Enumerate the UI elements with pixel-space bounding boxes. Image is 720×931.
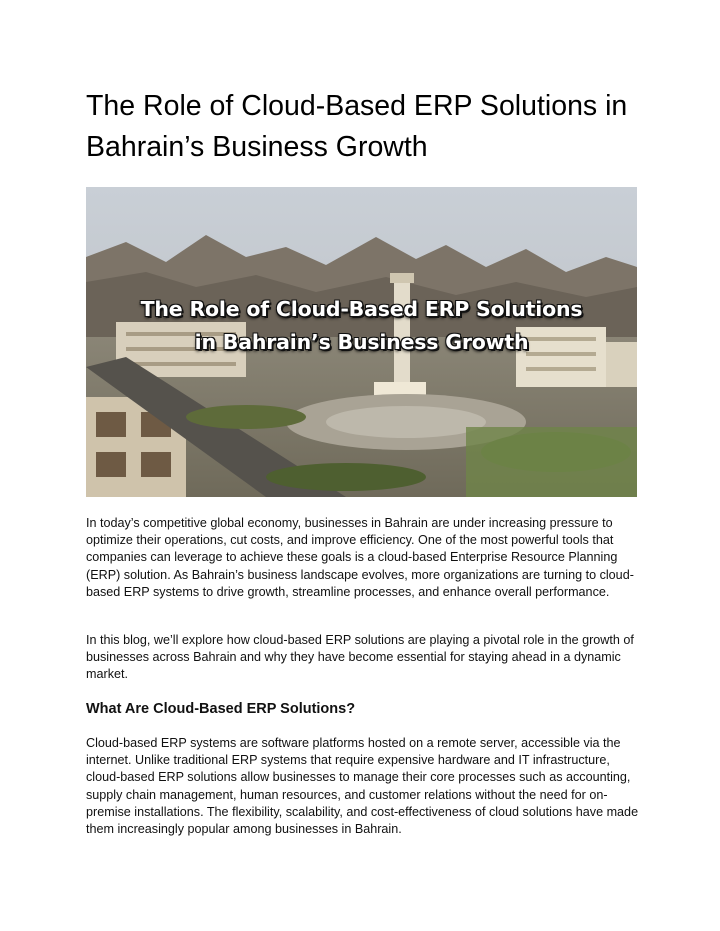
blog-overview-paragraph: In this blog, we’ll explore how cloud-based ERP solutions are playing a pivotal role in the growth of businesses across Bahrain and why they have become essential for staying ahead in a dynamic market. xyxy=(86,633,634,682)
hero-image xyxy=(86,187,637,497)
hero-caption-line-2: in Bahrain’s Business Growth xyxy=(194,330,529,354)
intro-paragraph: In today’s competitive global economy, businesses in Bahrain are under increasing pressure to optimize their operations, cut costs, and improve efficiency. One of the most powerful tools that companies can leverage to achieve these goals is a cloud-based Enterprise Resource Planning (ERP) solution. As Bahrain’s business landscape evolves, more organizations are turning to cloud-based ERP systems to drive growth, streamline processes, and enhance overall performance. xyxy=(86,516,634,599)
section-paragraph: Cloud-based ERP systems are software platforms hosted on a remote server, accessible via the internet. Unlike traditional ERP systems that require expensive hardware and IT infrastructure, cloud-based ERP solutions allow businesses to manage their core processes such as accounting, supply chain management, human resources, and customer relations without the need for on-premise installations. The flexibility, scalability, and cost-effectiveness of cloud solutions have made them increasingly popular among businesses in Bahrain. xyxy=(86,736,639,837)
page-title: The Role of Cloud-Based ERP Solutions in Bahrain’s Business Growth xyxy=(86,90,628,163)
hero-caption-line-1: The Role of Cloud-Based ERP Solutions xyxy=(140,297,583,321)
section-heading: What Are Cloud-Based ERP Solutions? xyxy=(86,701,356,717)
